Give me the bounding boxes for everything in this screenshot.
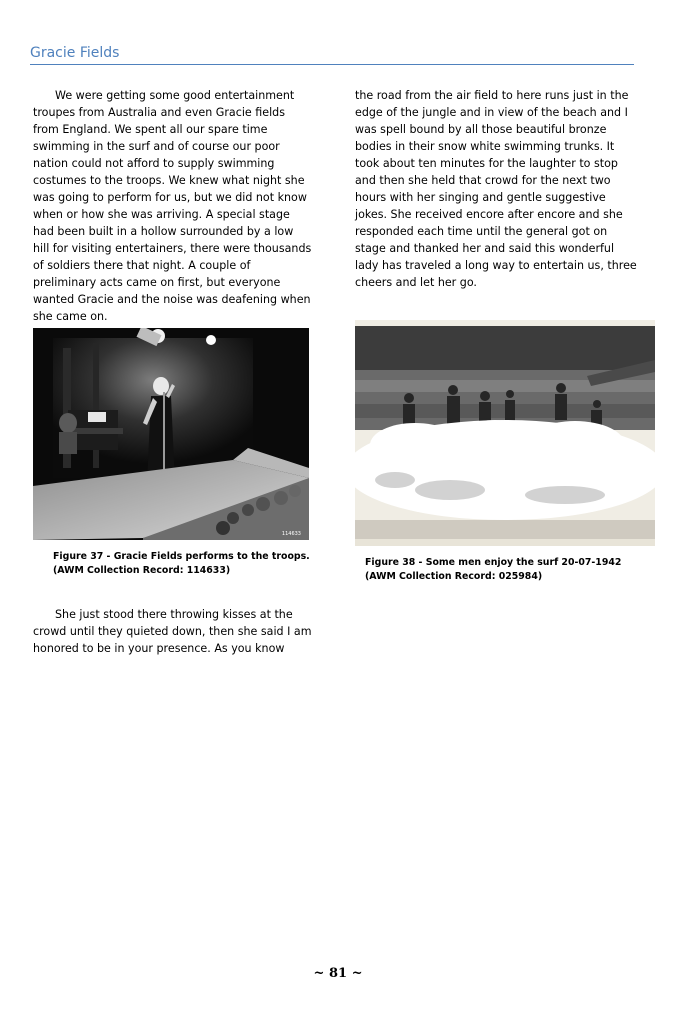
gracie-fields-stage-photo [33, 328, 309, 540]
photo-record-number: 114633 [281, 531, 301, 537]
figure-38-caption: Figure 38 - Some men enjoy the surf 20-07-1942 (AWM Collection Record: 025984) [365, 557, 622, 582]
body-paragraph-2-continued: the road from the air field to here runs just in the edge of the jungle and in view of the beach and I was spell bound by all those beautiful bronze bodies in their snow white swimming trunks. It took about ten minutes for the laughter to stop and then she held that crowd for the next two hours with her singing and gentle suggestive jokes. She received encore after encore and she responded each time until the general got on stage and thanked her and said this wonderful lady has traveled a long way to entertain us, three cheers and let her go. [355, 89, 637, 289]
right-column [355, 87, 640, 291]
men-in-surf-photo [355, 320, 655, 546]
figure-37-caption: Figure 37 - Gracie Fields performs to the troops. (AWM Collection Record: 114633) [53, 551, 310, 576]
left-column-bottom [33, 606, 313, 657]
page-header [30, 44, 634, 65]
page-number: ~ 81 ~ [313, 966, 363, 981]
body-paragraph-1: We were getting some good entertainment troupes from Australia and even Gracie fields from England. We spent all our spare time swimming in the surf and of course our poor nation could not afford to supply swimming costumes to the troops. We knew what night she was going to perform for us, but we did not know when or how she was arriving. A special stage had been built in a hollow surrounded by a low hill for visiting entertainers, there were thousands of soldiers there that night. A couple of preliminary acts came on first, but everyone wanted Gracie and the noise was deafening when she came on. [33, 89, 312, 323]
left-column-top [33, 87, 313, 325]
chapter-title: Gracie Fields [30, 45, 120, 61]
body-paragraph-2-start: She just stood there throwing kisses at the crowd until they quieted down, then she said I am honored to be in your presence. As you know [33, 608, 312, 655]
